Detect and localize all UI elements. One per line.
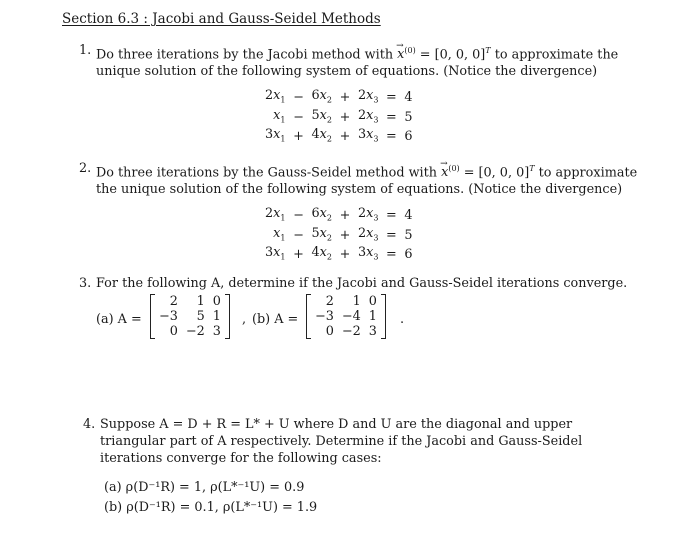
equation-row (262, 206, 416, 226)
equation-term: 4 (404, 208, 413, 224)
question-text: Suppose A = D + R = L* + U where D and U are the diagonal and upper triangular part of A respectively. Determine if the Jacobi and Gauss-Seidel iterations converge for the following cases: (100, 417, 583, 466)
question-number: 4. (83, 417, 96, 432)
question-number: 3. (79, 276, 92, 291)
matrix-entry: 1 (368, 309, 377, 324)
matrix-entry: 0 (325, 324, 334, 339)
equation-row (262, 226, 416, 246)
equation-operator: = (386, 227, 397, 243)
equation-term: $4x_2$ (311, 127, 332, 144)
equation-term: $3x_3$ (357, 245, 379, 262)
matrix-end-period: . (400, 312, 405, 327)
matrix-entry: −3 (159, 309, 178, 324)
equation-term: 6 (404, 247, 413, 263)
matrix-a-label: (a) A = (96, 312, 142, 327)
equation-term: $5x_2$ (311, 225, 332, 243)
matrix-entry: 0 (212, 294, 221, 309)
matrix-entry: 3 (212, 324, 221, 339)
equation-operator: + (339, 247, 351, 263)
matrix-entry: 3 (368, 324, 377, 339)
matrix-entry: −4 (341, 309, 361, 324)
equation-term: $x_1$ (273, 107, 286, 125)
case-a: (a) ρ(D⁻¹R) = 1, ρ(L*⁻¹U) = 0.9 (104, 480, 305, 495)
question-2 (80, 160, 640, 198)
equation-term: $5x_2$ (311, 107, 332, 125)
equation-operator: + (339, 227, 351, 243)
equation-term: $x_1$ (273, 225, 286, 243)
matrix-row (155, 294, 225, 309)
equation-operator: = (386, 208, 397, 224)
matrix-separator: , (242, 312, 247, 327)
equation-term: $3x_1$ (265, 127, 286, 144)
equation-term: $6x_2$ (311, 206, 332, 223)
equation-row (262, 245, 416, 265)
equation-operator: = (386, 109, 397, 125)
equation-term: $2x_3$ (357, 107, 379, 125)
equation-operator: + (293, 247, 304, 263)
matrix-row (311, 324, 381, 339)
equation-system-1 (262, 88, 416, 147)
matrix-row (311, 309, 381, 324)
question-text: For the following A, determine if the Jacobi and Gauss-Seidel iterations converge. (96, 276, 628, 291)
equation-term: 6 (404, 129, 413, 145)
equation-term: 5 (404, 227, 413, 243)
matrix-entry: −3 (315, 309, 334, 324)
equation-operator: − (293, 227, 304, 243)
equation-operator: = (386, 247, 397, 263)
matrix-row (311, 294, 381, 309)
question-number: 1. (79, 43, 92, 58)
matrix-entry: 2 (325, 294, 334, 309)
matrix-b-label: (b) A = (252, 312, 299, 327)
equation-operator: + (339, 129, 351, 145)
equation-row (262, 127, 416, 147)
equation-term: 5 (404, 109, 413, 125)
equation-term: $2x_3$ (357, 225, 379, 243)
equation-operator: = (386, 90, 397, 106)
question-1 (80, 42, 640, 80)
matrix-entry: 0 (169, 324, 178, 339)
question-3 (80, 275, 640, 292)
matrix-entry: 1 (196, 294, 205, 309)
equation-term: $2x_3$ (357, 88, 379, 105)
matrix-row (155, 309, 225, 324)
matrix-entry: 0 (368, 294, 377, 309)
matrix-entry: 1 (352, 294, 361, 309)
case-b: (b) ρ(D⁻¹R) = 0.1, ρ(L*⁻¹U) = 1.9 (104, 500, 318, 515)
equation-operator: + (339, 109, 351, 125)
equation-term: $3x_3$ (357, 127, 379, 144)
equation-operator: + (339, 90, 351, 106)
equation-term: $6x_2$ (311, 88, 332, 105)
equation-row (262, 88, 416, 108)
matrix-entry: 5 (196, 309, 205, 324)
matrix-entry: −2 (185, 324, 205, 339)
question-number: 2. (79, 161, 92, 176)
question-text: Do three iterations by the Gauss-Seidel method with → $x^{(0)} = [0$, 0, 0]$^T$ to approximate the unique solution of the following system of equations. (Notice the divergence) (80, 160, 640, 198)
equation-term: $2x_3$ (357, 206, 379, 223)
equation-operator: + (339, 208, 351, 224)
matrix-entry: −2 (341, 324, 361, 339)
question-text: Do three iterations by the Jacobi method with → $x^{(0)} = [0$, 0, 0]$^T$ to approximate the unique solution of the following system of equations. (Notice the divergence) (80, 42, 640, 80)
equation-term: $3x_1$ (265, 245, 286, 262)
matrix-a (150, 294, 230, 339)
matrix-row (155, 324, 225, 339)
question-4 (84, 416, 629, 467)
equation-operator: − (293, 208, 304, 224)
equation-term: 4 (404, 90, 413, 106)
matrix-entry: 1 (212, 309, 221, 324)
equation-term: $4x_2$ (311, 245, 332, 262)
equation-row (262, 108, 416, 128)
section-title: Section 6.3 : Jacobi and Gauss-Seidel Methods (62, 11, 381, 27)
equation-operator: = (386, 129, 397, 145)
matrix-b (306, 294, 386, 339)
equation-term: $2x_1$ (265, 88, 286, 105)
equation-system-2 (262, 206, 416, 265)
equation-operator: − (293, 90, 304, 106)
equation-term: $2x_1$ (265, 206, 286, 223)
matrix-entry: 2 (169, 294, 178, 309)
equation-operator: + (293, 129, 304, 145)
equation-operator: − (293, 109, 304, 125)
